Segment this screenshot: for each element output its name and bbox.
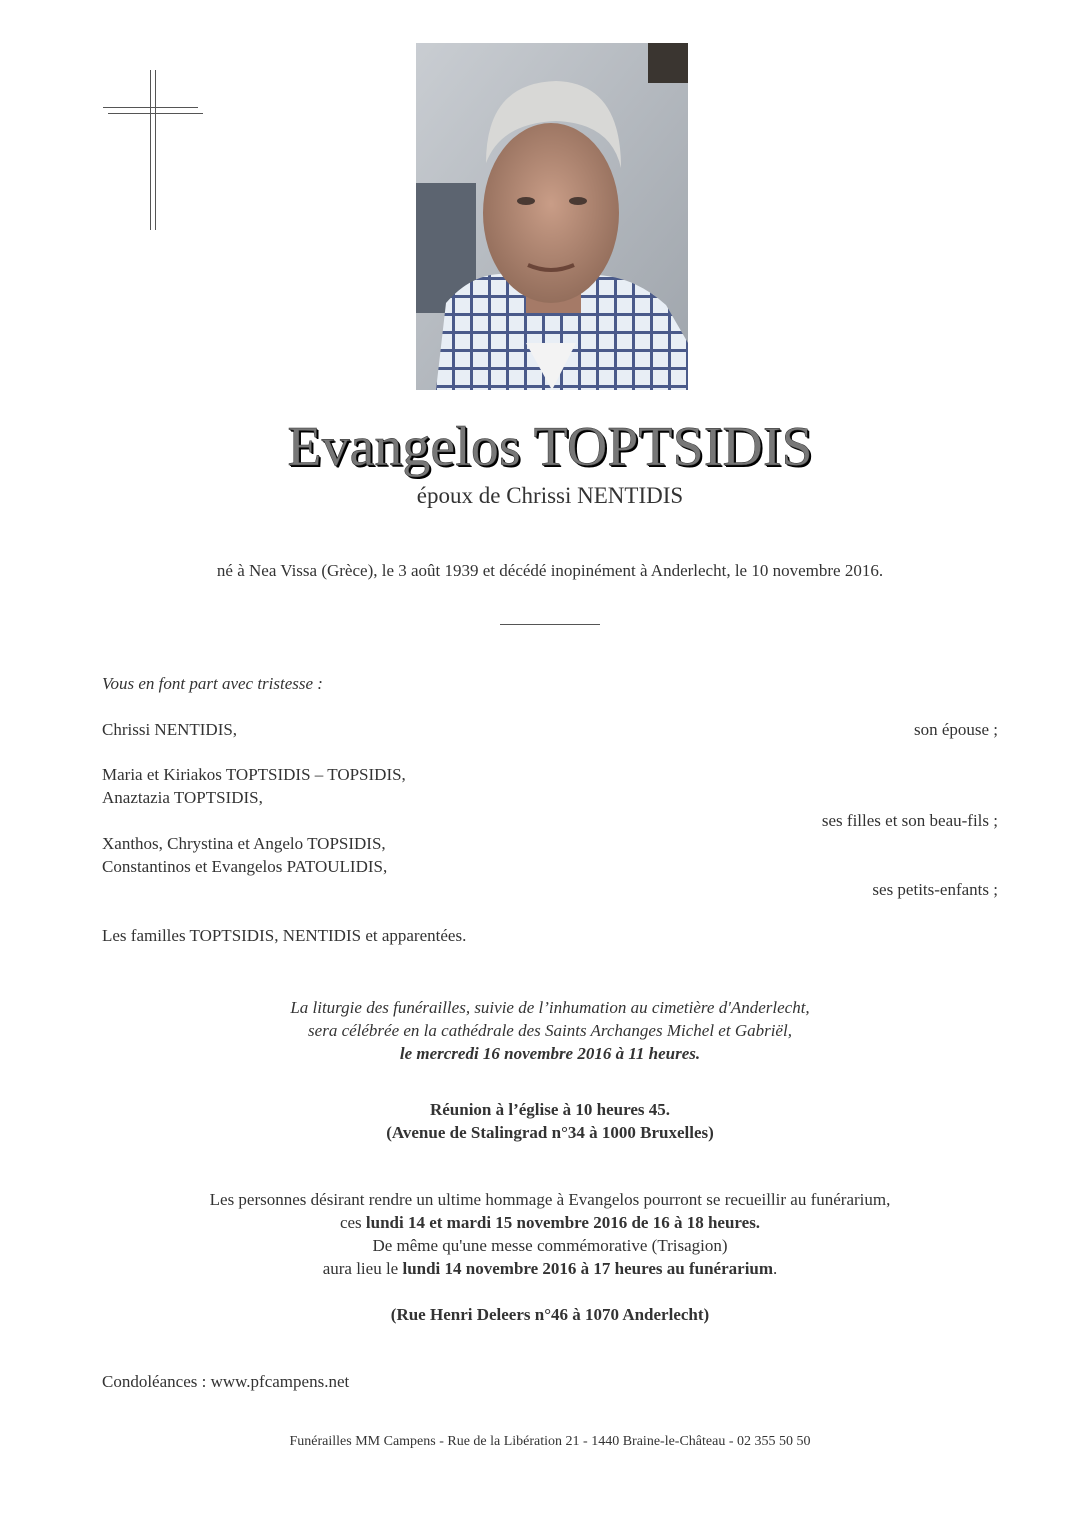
memorial-date [0, 1257, 1075, 1280]
memorial-date-bold: lundi 14 novembre 2016 à 17 heures au funérarium [402, 1259, 774, 1278]
memorial-date-prefix: aura lieu le [322, 1259, 403, 1278]
meeting-time: Réunion à l’église à 10 heures 45. [429, 1100, 671, 1119]
footer-funeral-home: Funérailles MM Campens - Rue de la Libération 21 - 1440 Braine-le-Château - 02 355 50 50 [289, 1434, 811, 1449]
portrait-photo [416, 43, 688, 390]
visitation-dates-prefix: ces [339, 1213, 366, 1232]
deceased-name: Evangelos TOPTSIDIS [287, 416, 813, 478]
visitation-dates-bold: lundi 14 et mardi 15 novembre 2016 de 16 à 18 heures. [365, 1213, 761, 1232]
family-member-name: Xanthos, Chrystina et Angelo TOPSIDIS, [102, 834, 386, 853]
spouse-line: époux de Chrissi NENTIDIS [416, 483, 684, 508]
family-relation: ses petits-enfants ; [872, 880, 998, 899]
ceremony-line: sera célébrée en la cathédrale des Saints Archanges Michel et Gabriël, [308, 1021, 792, 1040]
family-member-name: Anaztazia TOPTSIDIS, [102, 788, 263, 807]
visitation-line: Les personnes désirant rendre un ultime hommage à Evangelos pourront se recueillir au funérarium, [209, 1190, 891, 1209]
ceremony-line: La liturgie des funérailles, suivie de l’inhumation au cimetière d'Anderlecht, [290, 998, 810, 1017]
family-relation: ses filles et son beau-fils ; [821, 811, 998, 830]
separator-line [500, 624, 600, 625]
visitation-dates [0, 1211, 1075, 1234]
cross-vertical-line [150, 70, 151, 230]
family-relation: son épouse ; [913, 720, 998, 739]
condolences-line: Condoléances : www.pfcampens.net [102, 1372, 350, 1391]
families-line: Les familles TOPTSIDIS, NENTIDIS et apparentées. [102, 926, 467, 945]
funerarium-address: (Rue Henri Deleers n°46 à 1070 Anderlecht) [390, 1305, 710, 1324]
memorial-line: De même qu'une messe commémorative (Trisagion) [372, 1236, 728, 1255]
cross-horizontal-line-2 [108, 113, 203, 114]
memorial-date-suffix: . [773, 1259, 778, 1278]
announcement-intro: Vous en font part avec tristesse : [102, 674, 323, 693]
church-address: (Avenue de Stalingrad n°34 à 1000 Bruxelles) [386, 1123, 714, 1142]
cross-horizontal-line [103, 107, 198, 108]
family-member-name: Chrissi NENTIDIS, [102, 720, 238, 739]
cross-vertical-line-2 [155, 70, 156, 230]
family-member-name: Constantinos et Evangelos PATOULIDIS, [102, 857, 388, 876]
ceremony-date: le mercredi 16 novembre 2016 à 11 heures. [399, 1044, 701, 1063]
birth-death-line: né à Nea Vissa (Grèce), le 3 août 1939 et décédé inopinément à Anderlecht, le 10 novembre 2016. [216, 561, 884, 580]
family-member-name: Maria et Kiriakos TOPTSIDIS – TOPSIDIS, [102, 765, 406, 784]
